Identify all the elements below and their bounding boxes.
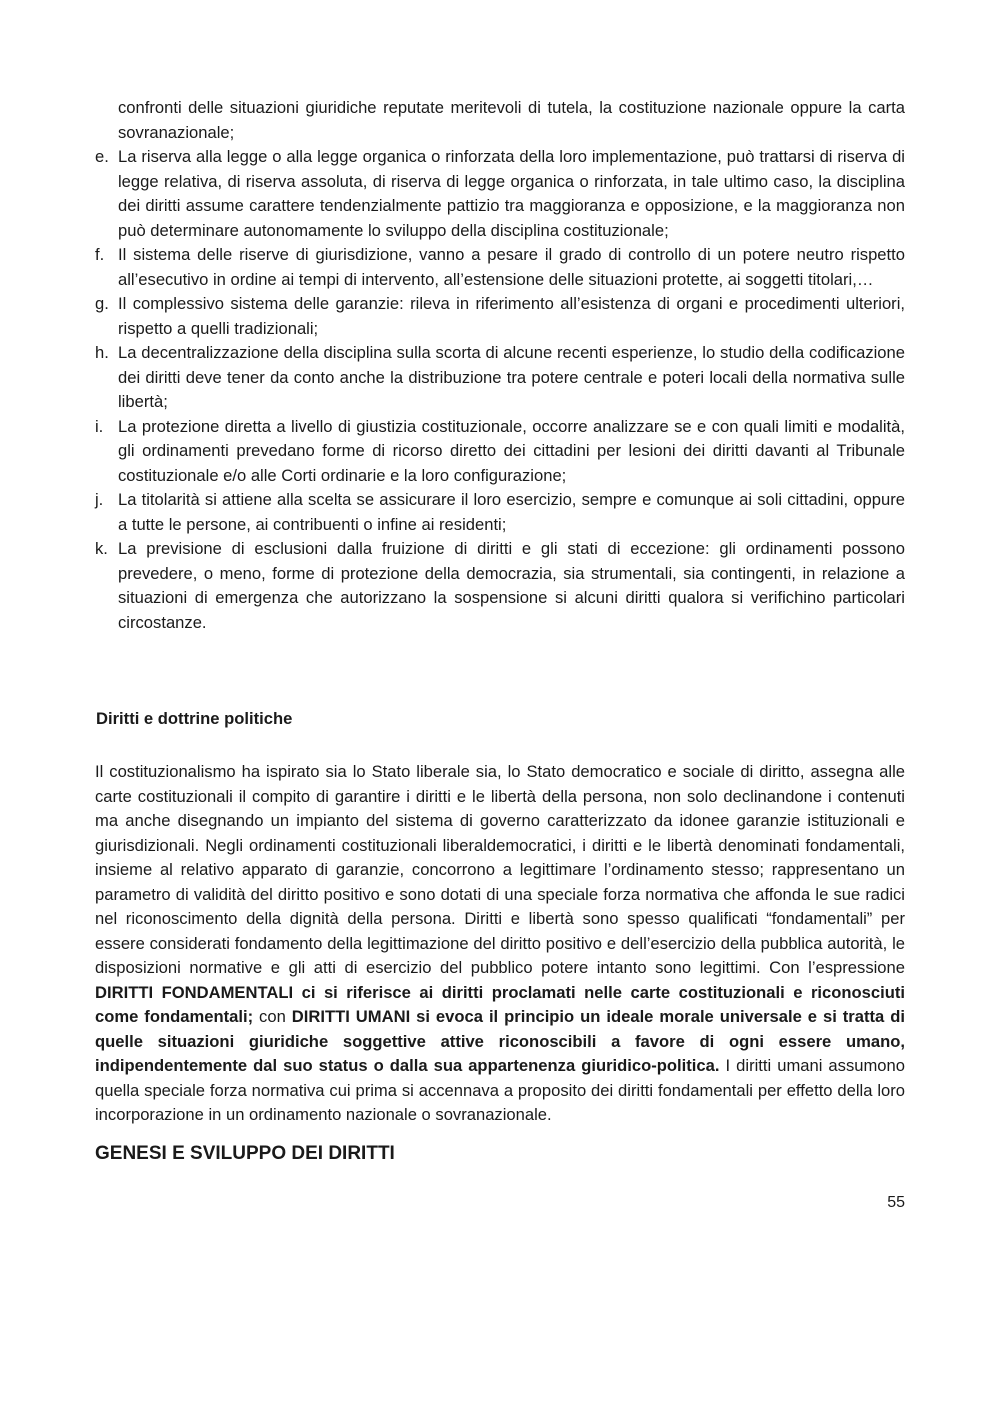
list-item — [95, 292, 905, 341]
list-item-continuation: confronti delle situazioni giuridiche reputate meritevoli di tutela, la costituzione nazionale oppure la carta sovranazionale; — [118, 98, 905, 142]
list-item — [95, 537, 905, 635]
paragraph-text: con — [253, 1007, 292, 1026]
subheading: Diritti e dottrine politiche — [96, 709, 293, 728]
bold-definition-human-rights: DIRITTI UMANI si evoca il principio un ideale morale universale e si tratta di quelle situazioni giuridiche soggettive attive riconoscibili a favore di ogni essere umano, indipendentemente dal suo status o dalla sua appartenenza giuridico-politica. — [95, 1007, 905, 1075]
section-heading: GENESI E SVILUPPO DEI DIRITTI — [95, 1143, 395, 1164]
body-paragraph — [95, 760, 905, 1128]
list-item-text: La protezione diretta a livello di giustizia costituzionale, occorre analizzare se e con quali limiti e modalità, gli ordinamenti prevedano forme di ricorso diretto dei cittadini per lesioni dei diritti davanti al Tribunale costituzionale e/o alle Corti ordinarie e la loro configurazione; — [118, 416, 905, 485]
criteria-list — [95, 96, 905, 635]
list-item-text: Il sistema delle riserve di giurisdizione, vanno a pesare il grado di controllo di un potere neutro rispetto all’esecutivo in ordine ai tempi di intervento, all’estensione delle situazioni protette, ai soggetti titolari,… — [118, 245, 905, 289]
list-marker: g. — [95, 294, 109, 313]
list-marker: e. — [95, 147, 109, 166]
list-item-text: La decentralizzazione della disciplina sulla scorta di alcune recenti esperienze, lo studio della codificazione dei diritti deve tener da conto anche la distribuzione tra potere centrale e poteri locali della normativa sulle libertà; — [118, 343, 905, 411]
list-marker: f. — [95, 245, 105, 264]
list-marker: h. — [95, 343, 109, 362]
page-number: 55 — [887, 1194, 905, 1211]
list-item-text: La riserva alla legge o alla legge organica o rinforzata della loro implementazione, può trattarsi di riserva di legge relativa, di riserva assoluta, di riserva di legge organica o rinforzata, in tale ultimo caso, la disciplina dei diritti assume carattere tendenzialmente pattizio tra maggioranza e opposizione, e la maggioranza non può determinare autonomamente lo sviluppo della disciplina costituzionale; — [118, 147, 905, 240]
bold-definition-fundamental-rights: DIRITTI FONDAMENTALI ci si riferisce ai diritti proclamati nelle carte costituzionali e riconosciuti come fondamentali; — [95, 982, 905, 1026]
list-item — [95, 488, 905, 537]
paragraph-text: I diritti umani assumono quella speciale forza normativa cui prima si accennava a proposito dei diritti fondamentali per effetto della loro incorporazione in un ordinamento nazionale o sovranazionale. — [95, 1056, 905, 1124]
list-marker: i. — [95, 416, 104, 436]
list-item-text: La previsione di esclusioni dalla fruizione di diritti e gli stati di eccezione: gli ordinamenti possono prevedere, o meno, forme di protezione della democrazia, sia strumentali, sia contingenti, in relazione a situazioni di emergenza che autorizzano la sospensione si alcuni diritti qualora si verifichino particolari circostanze. — [118, 539, 905, 632]
list-marker: k. — [95, 539, 108, 558]
list-item — [95, 341, 905, 415]
list-marker: j. — [95, 490, 104, 509]
list-item — [95, 415, 905, 489]
paragraph-text: Il costituzionalismo ha ispirato sia lo Stato liberale sia, lo Stato democratico e sociale di diritto, assegna alle carte costituzionali il compito di garantire i diritti e le libertà della persona, non solo declinandone i contenuti ma anche disegnando un impianto del sistema di governo caratterizzato da idonee garanzie istituzionali e giurisdizionali. Negli ordinamenti costituzionali liberaldemocratici, i diritti e le libertà denominati fondamentali, insieme al relativo apparato di garanzie, concorrono a legittimare l’ordinamento stesso; rappresentano un parametro di validità del diritto positivo e sono dotati di una speciale forza normativa che affonda le sue radici nel riconoscimento della dignità della persona. Diritti e libertà sono spesso qualificati “fondamentali” per essere considerati fondamento della legittimazione del diritto positivo e dell’esercizio della pubblica autorità, le disposizioni normative e gli atti di esercizio del pubblico potere intanto sono legittimi. Con l’espressione — [95, 762, 905, 977]
list-item-text: La titolarità si attiene alla scelta se assicurare il loro esercizio, sempre e comunque ai soli cittadini, oppure a tutte le persone, ai contribuenti o infine ai residenti; — [118, 490, 905, 534]
list-item — [95, 145, 905, 243]
list-item — [95, 243, 905, 292]
list-item-text: Il complessivo sistema delle garanzie: rileva in riferimento all’esistenza di organi e procedimenti ulteriori, rispetto a quelli tradizionali; — [118, 294, 905, 338]
